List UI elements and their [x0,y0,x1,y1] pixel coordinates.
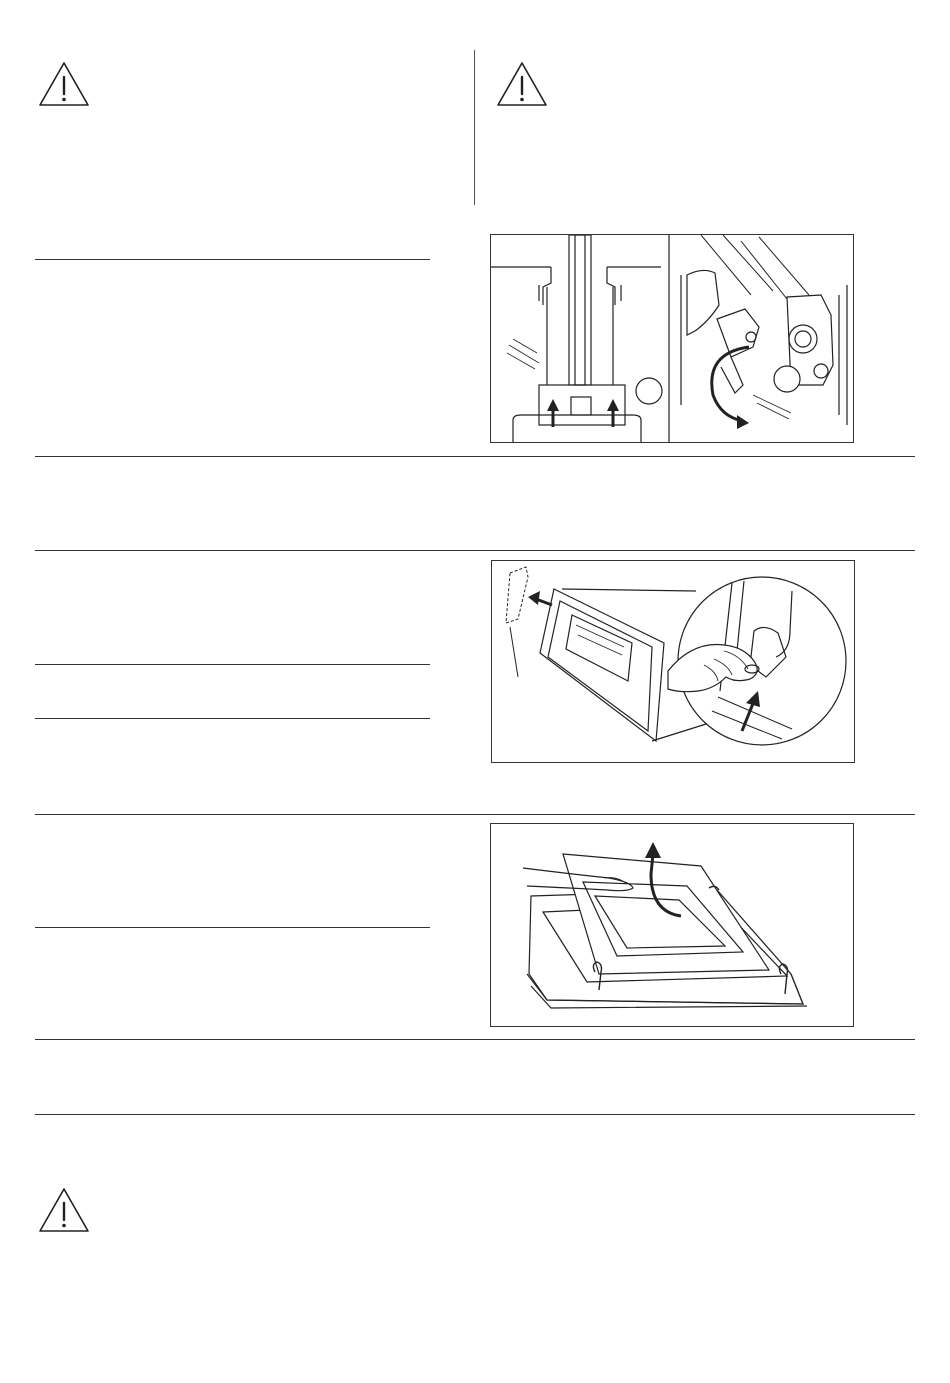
warning-icon [496,60,548,108]
warning-icon [38,60,90,108]
section-rule [35,927,430,928]
column-divider [474,50,475,205]
warning-icon [38,1186,90,1234]
section-rule [35,718,430,719]
section-rule [35,814,915,815]
hinge-lever-figure [490,234,854,443]
section-rule [35,259,430,260]
section-rule [35,1039,915,1040]
section-rule [35,456,915,457]
glass-panel-figure [490,823,854,1027]
door-removal-figure [491,560,855,763]
section-rule [35,550,915,551]
section-rule [35,664,430,665]
section-rule [35,1114,915,1115]
